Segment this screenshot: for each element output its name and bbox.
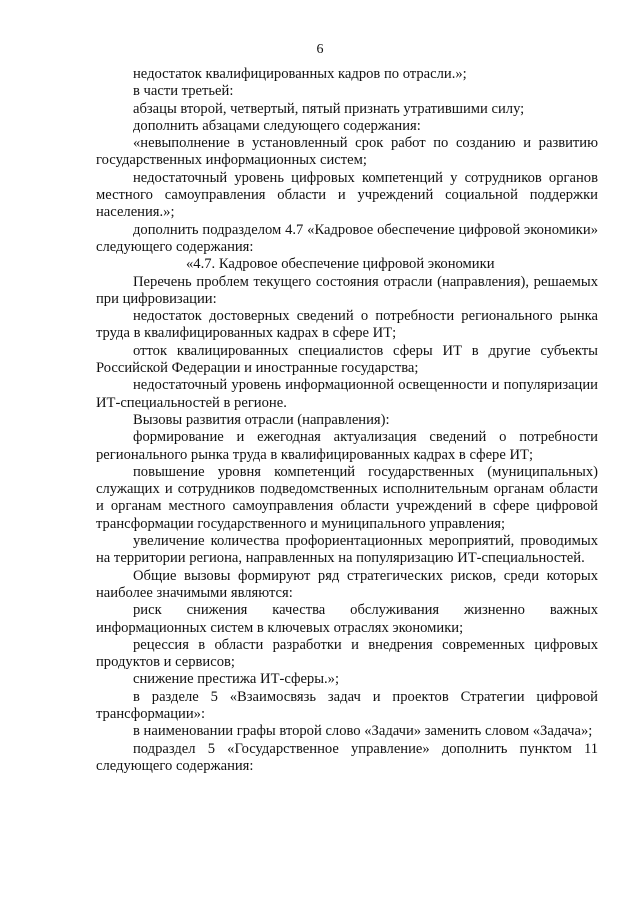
- section-heading: «4.7. Кадровое обеспечение цифровой экономики: [186, 256, 495, 273]
- paragraph: отток квалицированных специалистов сферы ИТ в другие субъекты Российской Федерации и иностранные государства;: [96, 342, 598, 377]
- paragraph: в части третьей:: [133, 83, 234, 100]
- page-number: 6: [316, 42, 324, 57]
- paragraph: дополнить подразделом 4.7 «Кадровое обеспечение цифровой экономики» следующего содержания:: [96, 221, 598, 255]
- paragraph: увеличение количества профориентационных мероприятий, проводимых на территории региона, направленных на популяризацию ИТ-специальностей.: [96, 533, 598, 567]
- paragraph: снижение престижа ИТ-сферы.»;: [133, 671, 340, 688]
- document-body: [96, 66, 598, 775]
- paragraph: недостаток достоверных сведений о потребности регионального рынка труда в квалифицированных кадрах в сфере ИТ;: [96, 308, 598, 342]
- paragraph: дополнить абзацами следующего содержания:: [133, 117, 421, 134]
- paragraph: Перечень проблем текущего состояния отрасли (направления), решаемых при цифровизации:: [96, 273, 598, 307]
- paragraph: недостаточный уровень информационной освещенности и популяризации ИТ-специальностей в регионе.: [96, 377, 598, 411]
- paragraph: в наименовании графы второй слово «Задачи» заменить словом «Задача»;: [133, 723, 593, 740]
- paragraph: повышение уровня компетенций государственных (муниципальных) служащих и сотрудников подведомственных исполнительным органам области и органам местного самоуправления области учреждений в сфере цифровой трансформации государственного и муниципального управления;: [96, 463, 598, 532]
- paragraph: рецессия в области разработки и внедрения современных цифровых продуктов и сервисов;: [96, 636, 598, 671]
- paragraph: Вызовы развития отрасли (направления):: [133, 411, 390, 428]
- paragraph: недостаток квалифицированных кадров по отрасли.»;: [133, 66, 467, 82]
- paragraph: в разделе 5 «Взаимосвязь задач и проектов Стратегии цифровой трансформации»:: [96, 688, 598, 722]
- paragraph: абзацы второй, четвертый, пятый признать утратившими силу;: [133, 100, 525, 117]
- paragraph: подраздел 5 «Государственное управление» дополнить пунктом 11 следующего содержания:: [96, 740, 598, 774]
- paragraph: формирование и ежегодная актуализация сведений о потребности регионального рынка труда в квалифицированных кадрах в сфере ИТ;: [96, 429, 598, 463]
- paragraph: недостаточный уровень цифровых компетенций у сотрудников органов местного самоуправления области и учреждений социальной поддержки населения.»;: [96, 169, 598, 221]
- paragraph: «невыполнение в установленный срок работ по созданию и развитию государственных информационных систем;: [96, 135, 598, 169]
- paragraph: Общие вызовы формируют ряд стратегических рисков, среди которых наиболее значимыми являются:: [96, 567, 598, 601]
- paragraph: риск снижения качества обслуживания жизненно важных информационных систем в ключевых отраслях экономики;: [96, 602, 598, 636]
